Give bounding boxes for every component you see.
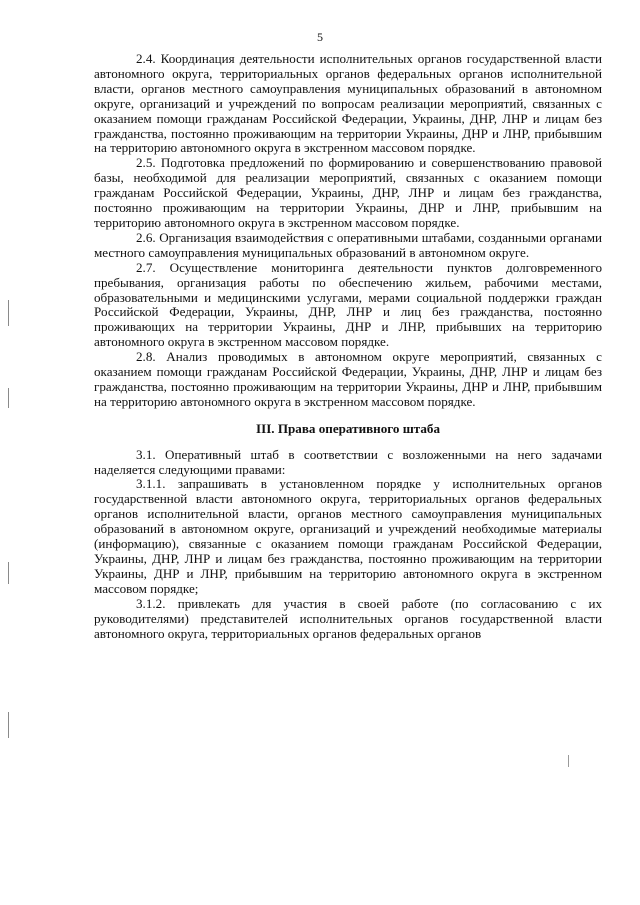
paragraph-3-1: 3.1. Оперативный штаб в соответствии с возложенными на него задачами наделяется следующими правами: xyxy=(94,446,602,477)
scan-margin-mark xyxy=(568,755,569,767)
section-heading: III. Права оперативного штаба xyxy=(256,420,440,436)
paragraph-2-6: 2.6. Организация взаимодействия с оперативными штабами, созданными органами местного самоуправления муниципальных образований в автономном округе. xyxy=(94,229,602,260)
scan-margin-mark xyxy=(8,712,9,738)
page-number: 5 xyxy=(317,30,323,44)
scan-margin-mark xyxy=(8,300,9,326)
scan-margin-mark xyxy=(8,388,9,408)
paragraph-2-8: 2.8. Анализ проводимых в автономном округе мероприятий, связанных с оказанием помощи гражданам Российской Федерации, Украины, ДНР, ЛНР и лицам без гражданства, постоянно проживающим на территории Украины, ДНР и ЛНР, прибывшим на территорию автономного округа в экстренном массовом порядке. xyxy=(94,349,602,409)
paragraph-3-1-2: 3.1.2. привлекать для участия в своей работе (по согласованию с их руководителями) представителей исполнительных органов государственной власти автономного округа, территориальных органов федеральных органов xyxy=(94,595,602,641)
paragraph-3-1-1: 3.1.1. запрашивать в установленном порядке у исполнительных органов государственной власти автономного округа, территориальных органов федеральных органов исполнительной власти, органов местного самоуправления муниципальных образований в автономном округе, организаций и учреждений необходимые материалы (информацию), связанные с оказанием помощи гражданам Российской Федерации, Украины, ДНР, ЛНР и лицам без гражданства, постоянно проживающим на территории Украины, ДНР и ЛНР, прибывшим на территорию автономного округа в экстренном массовом порядке; xyxy=(94,476,602,596)
paragraph-2-4: 2.4. Координация деятельности исполнительных органов государственной власти автономного округа, территориальных органов федеральных органов исполнительной власти, органов местного самоуправления муниципальных образований в автономном округе, организаций и учреждений по вопросам реализации мероприятий, связанных с оказанием помощи гражданам Российской Федерации, Украины, ДНР, ЛНР и лицам без гражданства, постоянно проживающим на территории Украины, ДНР и ЛНР, прибывшим на территорию автономного округа в экстренном массовом порядке. xyxy=(94,51,602,156)
paragraph-2-7: 2.7. Осуществление мониторинга деятельности пунктов долговременного пребывания, организация работы по обеспечению жильем, рабочими местами, образовательными и медицинскими услугами, мерами социальной поддержки граждан Российской Федерации, Украины, ДНР, ЛНР и лиц без гражданства, постоянно проживающих на территории Украины, ДНР и ЛНР, прибывших на территорию автономного округа в экстренном массовом порядке. xyxy=(94,259,602,350)
scan-margin-mark xyxy=(8,562,9,584)
document-body xyxy=(94,52,602,641)
paragraph-2-5: 2.5. Подготовка предложений по формированию и совершенствованию правовой базы, необходимой для реализации мероприятий, связанных с оказанием помощи гражданам Российской Федерации, Украины, ДНР, ЛНР и лицам без гражданства, постоянно проживающим на территории Украины, ДНР и ЛНР, прибывшим на территорию автономного округа в экстренном массовом порядке. xyxy=(94,155,602,230)
